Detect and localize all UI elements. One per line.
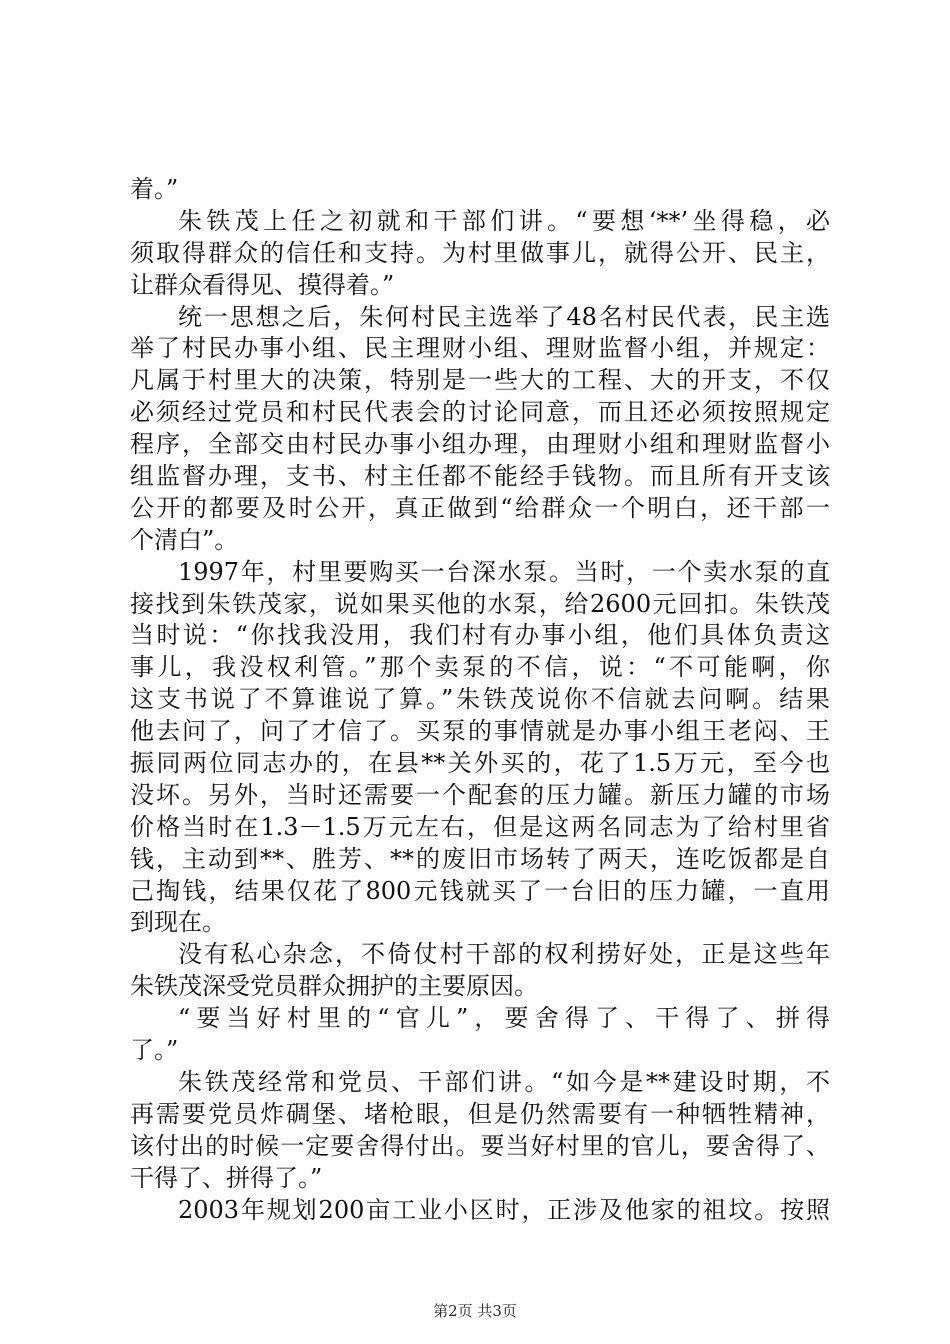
text-line: 干得了、拼得了。” bbox=[130, 1163, 323, 1192]
text-line: 着。” bbox=[130, 175, 179, 203]
text-line: 个清白”。 bbox=[130, 525, 239, 554]
text-line: 这支书说了不算谁说了算。”朱铁茂说你不信就去问啊。结果 bbox=[130, 685, 830, 714]
text-line: 统一思想之后，朱何村民主选举了48名村民代表，民主选 bbox=[178, 302, 830, 331]
text-line: 他去问了，问了才信了。买泵的事情就是办事小组王老闷、王 bbox=[130, 717, 830, 746]
text-line: 公开的都要及时公开，真正做到“给群众一个明白，还干部一 bbox=[130, 493, 830, 522]
text-line: 再需要党员炸碉堡、堵枪眼，但是仍然需要有一种牺牲精神， bbox=[130, 1099, 830, 1128]
text-line: 该付出的时候一定要舍得付出。要当好村里的官儿，要舍得了、 bbox=[130, 1131, 830, 1160]
text-line: 钱，主动到**、胜芳、**的废旧市场转了两天，连吃饭都是自 bbox=[130, 844, 830, 873]
text-line: 凡属于村里大的决策，特别是一些大的工程、大的开支，不仅 bbox=[130, 366, 830, 395]
text-line: 必须经过党员和村民代表会的讨论同意，而且还必须按照规定 bbox=[130, 398, 830, 427]
text-line: 让群众看得见、摸得着。” bbox=[130, 270, 395, 299]
text-line: 价格当时在1.3－1.5万元左右，但是这两名同志为了给村里省 bbox=[130, 812, 830, 841]
document-body bbox=[130, 174, 830, 1226]
text-line: 朱铁茂上任之初就和干部们讲。“要想‘**’坐得稳，必 bbox=[178, 206, 830, 235]
text-line: 当时说：“你找我没用，我们村有办事小组，他们具体负责这 bbox=[130, 621, 830, 650]
text-line: 1997年，村里要购买一台深水泵。当时，一个卖水泵的直 bbox=[178, 557, 830, 586]
text-line: 程序，全部交由村民办事小组办理，由理财小组和理财监督小 bbox=[130, 430, 830, 459]
text-line: 朱铁茂经常和党员、干部们讲。“如今是**建设时期，不 bbox=[178, 1067, 830, 1096]
text-line: 2003年规划200亩工业小区时，正涉及他家的祖坟。按照 bbox=[178, 1195, 830, 1224]
text-line: 事儿，我没权利管。”那个卖泵的不信，说：“不可能啊，你 bbox=[130, 653, 830, 682]
text-line: 朱铁茂深受党员群众拥护的主要原因。 bbox=[130, 972, 538, 1001]
text-line: 了。” bbox=[130, 1036, 179, 1065]
page-footer bbox=[0, 1300, 950, 1321]
text-line: 组监督办理，支书、村主任都不能经手钱物。而且所有开支该 bbox=[130, 462, 830, 491]
text-line: 没坏。另外，当时还需要一个配套的压力罐。新压力罐的市场 bbox=[130, 780, 830, 809]
text-line: 到现在。 bbox=[130, 908, 226, 937]
text-line: 接找到朱铁茂家，说如果买他的水泵，给2600元回扣。朱铁茂 bbox=[130, 589, 830, 618]
page-number-label: 第2页 共3页 bbox=[433, 1302, 517, 1320]
text-line: 己掏钱，结果仅花了800元钱就买了一台旧的压力罐，一直用 bbox=[130, 876, 830, 905]
text-line: “要当好村里的“官儿”，要舍得了、干得了、拼得 bbox=[178, 1004, 830, 1033]
text-line: 振同两位同志办的，在县**关外买的，花了1.5万元，至今也 bbox=[130, 749, 830, 778]
text-line: 没有私心杂念，不倚仗村干部的权利捞好处，正是这些年 bbox=[178, 940, 830, 969]
text-line: 须取得群众的信任和支持。为村里做事儿，就得公开、民主， bbox=[130, 238, 830, 267]
text-line: 举了村民办事小组、民主理财小组、理财监督小组，并规定： bbox=[130, 334, 830, 363]
